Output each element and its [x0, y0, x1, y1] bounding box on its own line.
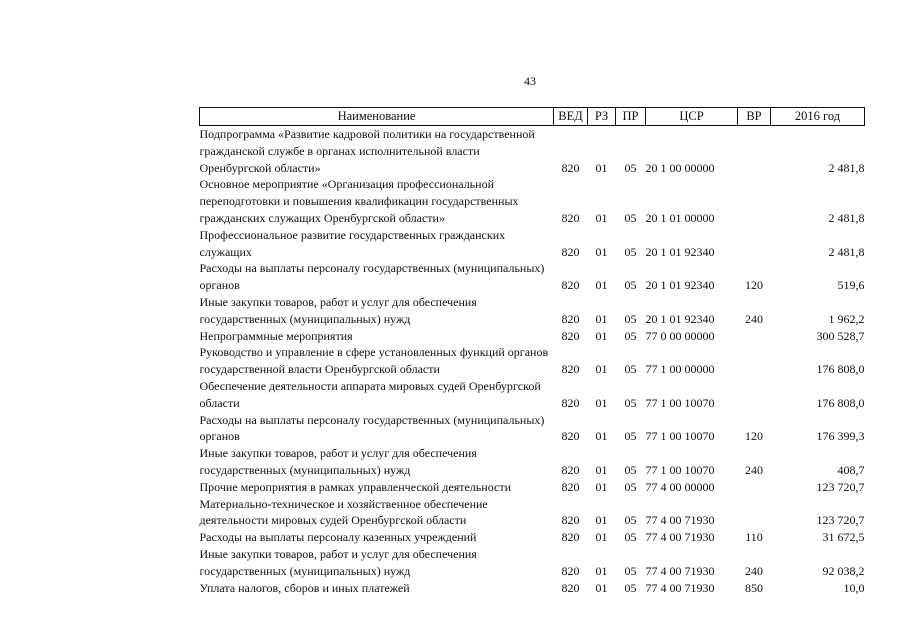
row-ved: 820 — [561, 210, 580, 225]
row-ved: 820 — [561, 580, 580, 595]
row-pr: 05 — [624, 580, 637, 595]
row-ved: 820 — [561, 479, 580, 494]
row-amount: 2 481,8 — [828, 244, 865, 259]
row-vr: 240 — [745, 563, 763, 578]
row-pr: 05 — [624, 362, 637, 377]
row-rz: 01 — [595, 160, 608, 175]
row-rz: 01 — [595, 580, 608, 595]
row-csr: 77 4 00 00000 — [645, 479, 715, 494]
row-pr: 05 — [624, 311, 637, 326]
table-row — [200, 529, 865, 546]
row-pr: 05 — [624, 513, 637, 528]
row-vr: 240 — [745, 462, 763, 477]
row-name: Расходы на выплаты персоналу государственных (муниципальных) органов — [199, 412, 545, 444]
row-amount: 10,0 — [843, 580, 865, 595]
row-vr — [738, 496, 771, 530]
budget-table — [199, 107, 865, 596]
row-amount: 2 481,8 — [828, 160, 865, 175]
row-vr: 120 — [745, 429, 763, 444]
row-rz: 01 — [595, 462, 608, 477]
row-ved: 820 — [561, 244, 580, 259]
row-ved: 820 — [561, 160, 580, 175]
row-rz: 01 — [595, 479, 608, 494]
row-amount: 1 962,2 — [828, 311, 865, 326]
row-pr: 05 — [624, 479, 637, 494]
row-rz: 01 — [595, 311, 608, 326]
table-row — [200, 260, 865, 294]
page-number: 43 — [524, 74, 536, 88]
row-csr: 77 4 00 71930 — [645, 563, 715, 578]
row-ved: 820 — [561, 563, 580, 578]
header-year: 2016 год — [771, 108, 865, 126]
row-rz: 01 — [595, 328, 608, 343]
table-row — [200, 412, 865, 446]
row-pr: 05 — [624, 462, 637, 477]
row-csr: 77 0 00 00000 — [645, 328, 715, 343]
row-csr: 20 1 01 92340 — [645, 244, 715, 259]
row-amount: 519,6 — [837, 278, 865, 293]
row-ved: 820 — [561, 395, 580, 410]
header-rz: РЗ — [588, 108, 616, 126]
row-name: Подпрограмма «Развитие кадровой политики на государственной гражданской службе в органах исполнительной власти Оренбургской области» — [199, 127, 535, 175]
row-ved: 820 — [561, 328, 580, 343]
row-vr — [738, 126, 771, 177]
row-rz: 01 — [595, 362, 608, 377]
row-pr: 05 — [624, 160, 637, 175]
row-amount: 176 399,3 — [816, 429, 865, 444]
header-name: Наименование — [200, 108, 554, 126]
row-pr: 05 — [624, 328, 637, 343]
row-pr: 05 — [624, 244, 637, 259]
row-name: Расходы на выплаты персоналу казенных учреждений — [199, 530, 477, 545]
row-csr: 77 4 00 71930 — [645, 513, 715, 528]
row-name: Обеспечение деятельности аппарата мировых судей Оренбургской области — [199, 378, 541, 410]
header-csr: ЦСР — [646, 108, 738, 126]
table-row — [200, 496, 865, 530]
header-pr: ПР — [616, 108, 646, 126]
row-pr: 05 — [624, 210, 637, 225]
table-row — [200, 378, 865, 412]
row-name: Уплата налогов, сборов и иных платежей — [199, 580, 410, 595]
row-ved: 820 — [561, 513, 580, 528]
row-amount: 2 481,8 — [828, 210, 865, 225]
row-pr: 05 — [624, 563, 637, 578]
row-ved: 820 — [561, 278, 580, 293]
row-amount: 31 672,5 — [822, 530, 865, 545]
row-vr: 240 — [745, 311, 763, 326]
row-ved: 820 — [561, 311, 580, 326]
row-csr: 20 1 01 92340 — [645, 278, 715, 293]
row-amount: 300 528,7 — [816, 328, 865, 343]
row-csr: 77 1 00 10070 — [645, 395, 715, 410]
row-vr: 120 — [745, 278, 763, 293]
row-amount: 123 720,7 — [816, 513, 865, 528]
row-rz: 01 — [595, 563, 608, 578]
table-header-row — [200, 108, 865, 126]
row-ved: 820 — [561, 429, 580, 444]
table-row — [200, 445, 865, 479]
row-amount: 176 808,0 — [816, 362, 865, 377]
row-csr: 77 1 00 10070 — [645, 462, 715, 477]
row-csr: 77 1 00 10070 — [645, 429, 715, 444]
row-csr: 77 1 00 00000 — [645, 362, 715, 377]
row-name: Прочие мероприятия в рамках управленческой деятельности — [199, 479, 511, 494]
row-name: Руководство и управление в сфере установленных функций органов государственной власти Оренбургской области — [199, 345, 549, 377]
table-row — [200, 328, 865, 345]
row-csr: 20 1 01 92340 — [645, 311, 715, 326]
row-vr: 110 — [745, 530, 763, 545]
table-row — [200, 227, 865, 261]
row-name: Иные закупки товаров, работ и услуг для обеспечения государственных (муниципальных) нужд — [199, 294, 477, 326]
row-csr: 20 1 01 00000 — [645, 210, 715, 225]
row-pr: 05 — [624, 395, 637, 410]
header-vr: ВР — [738, 108, 771, 126]
row-vr — [738, 227, 771, 261]
row-name: Основное мероприятие «Организация профессиональной переподготовки и повышения квалификации государственных гражданских служащих Оренбургской области» — [199, 177, 519, 225]
row-vr: 850 — [745, 580, 763, 595]
row-ved: 820 — [561, 530, 580, 545]
table-body — [200, 126, 865, 597]
row-vr — [738, 328, 771, 345]
row-name: Профессиональное развитие государственных гражданских служащих — [199, 227, 506, 259]
table-row — [200, 294, 865, 328]
row-ved: 820 — [561, 362, 580, 377]
row-vr — [738, 479, 771, 496]
table-row — [200, 546, 865, 580]
row-rz: 01 — [595, 278, 608, 293]
row-amount: 408,7 — [837, 462, 865, 477]
row-pr: 05 — [624, 278, 637, 293]
row-name: Материально-техническое и хозяйственное обеспечение деятельности мировых судей Оренбургской области — [199, 496, 488, 528]
row-pr: 05 — [624, 530, 637, 545]
row-csr: 77 4 00 71930 — [645, 580, 715, 595]
row-pr: 05 — [624, 429, 637, 444]
row-rz: 01 — [595, 513, 608, 528]
header-ved: ВЕД — [554, 108, 588, 126]
row-csr: 20 1 00 00000 — [645, 160, 715, 175]
row-rz: 01 — [595, 244, 608, 259]
table-row — [200, 344, 865, 378]
row-csr: 77 4 00 71930 — [645, 530, 715, 545]
row-amount: 123 720,7 — [816, 479, 865, 494]
row-name: Иные закупки товаров, работ и услуг для обеспечения государственных (муниципальных) нужд — [199, 446, 477, 477]
row-name: Иные закупки товаров, работ и услуг для обеспечения государственных (муниципальных) нужд — [199, 546, 477, 578]
table-row — [200, 479, 865, 496]
row-name: Расходы на выплаты персоналу государственных (муниципальных) органов — [199, 261, 545, 293]
row-vr — [738, 344, 771, 378]
table-row — [200, 176, 865, 226]
table-row — [200, 126, 865, 177]
row-name: Непрограммные мероприятия — [199, 328, 353, 343]
row-amount: 176 808,0 — [816, 395, 865, 410]
table-row — [200, 580, 865, 597]
row-rz: 01 — [595, 429, 608, 444]
row-ved: 820 — [561, 462, 580, 477]
row-rz: 01 — [595, 210, 608, 225]
row-vr — [738, 378, 771, 412]
row-vr — [738, 176, 771, 226]
row-amount: 92 038,2 — [822, 563, 865, 578]
row-rz: 01 — [595, 530, 608, 545]
row-rz: 01 — [595, 395, 608, 410]
